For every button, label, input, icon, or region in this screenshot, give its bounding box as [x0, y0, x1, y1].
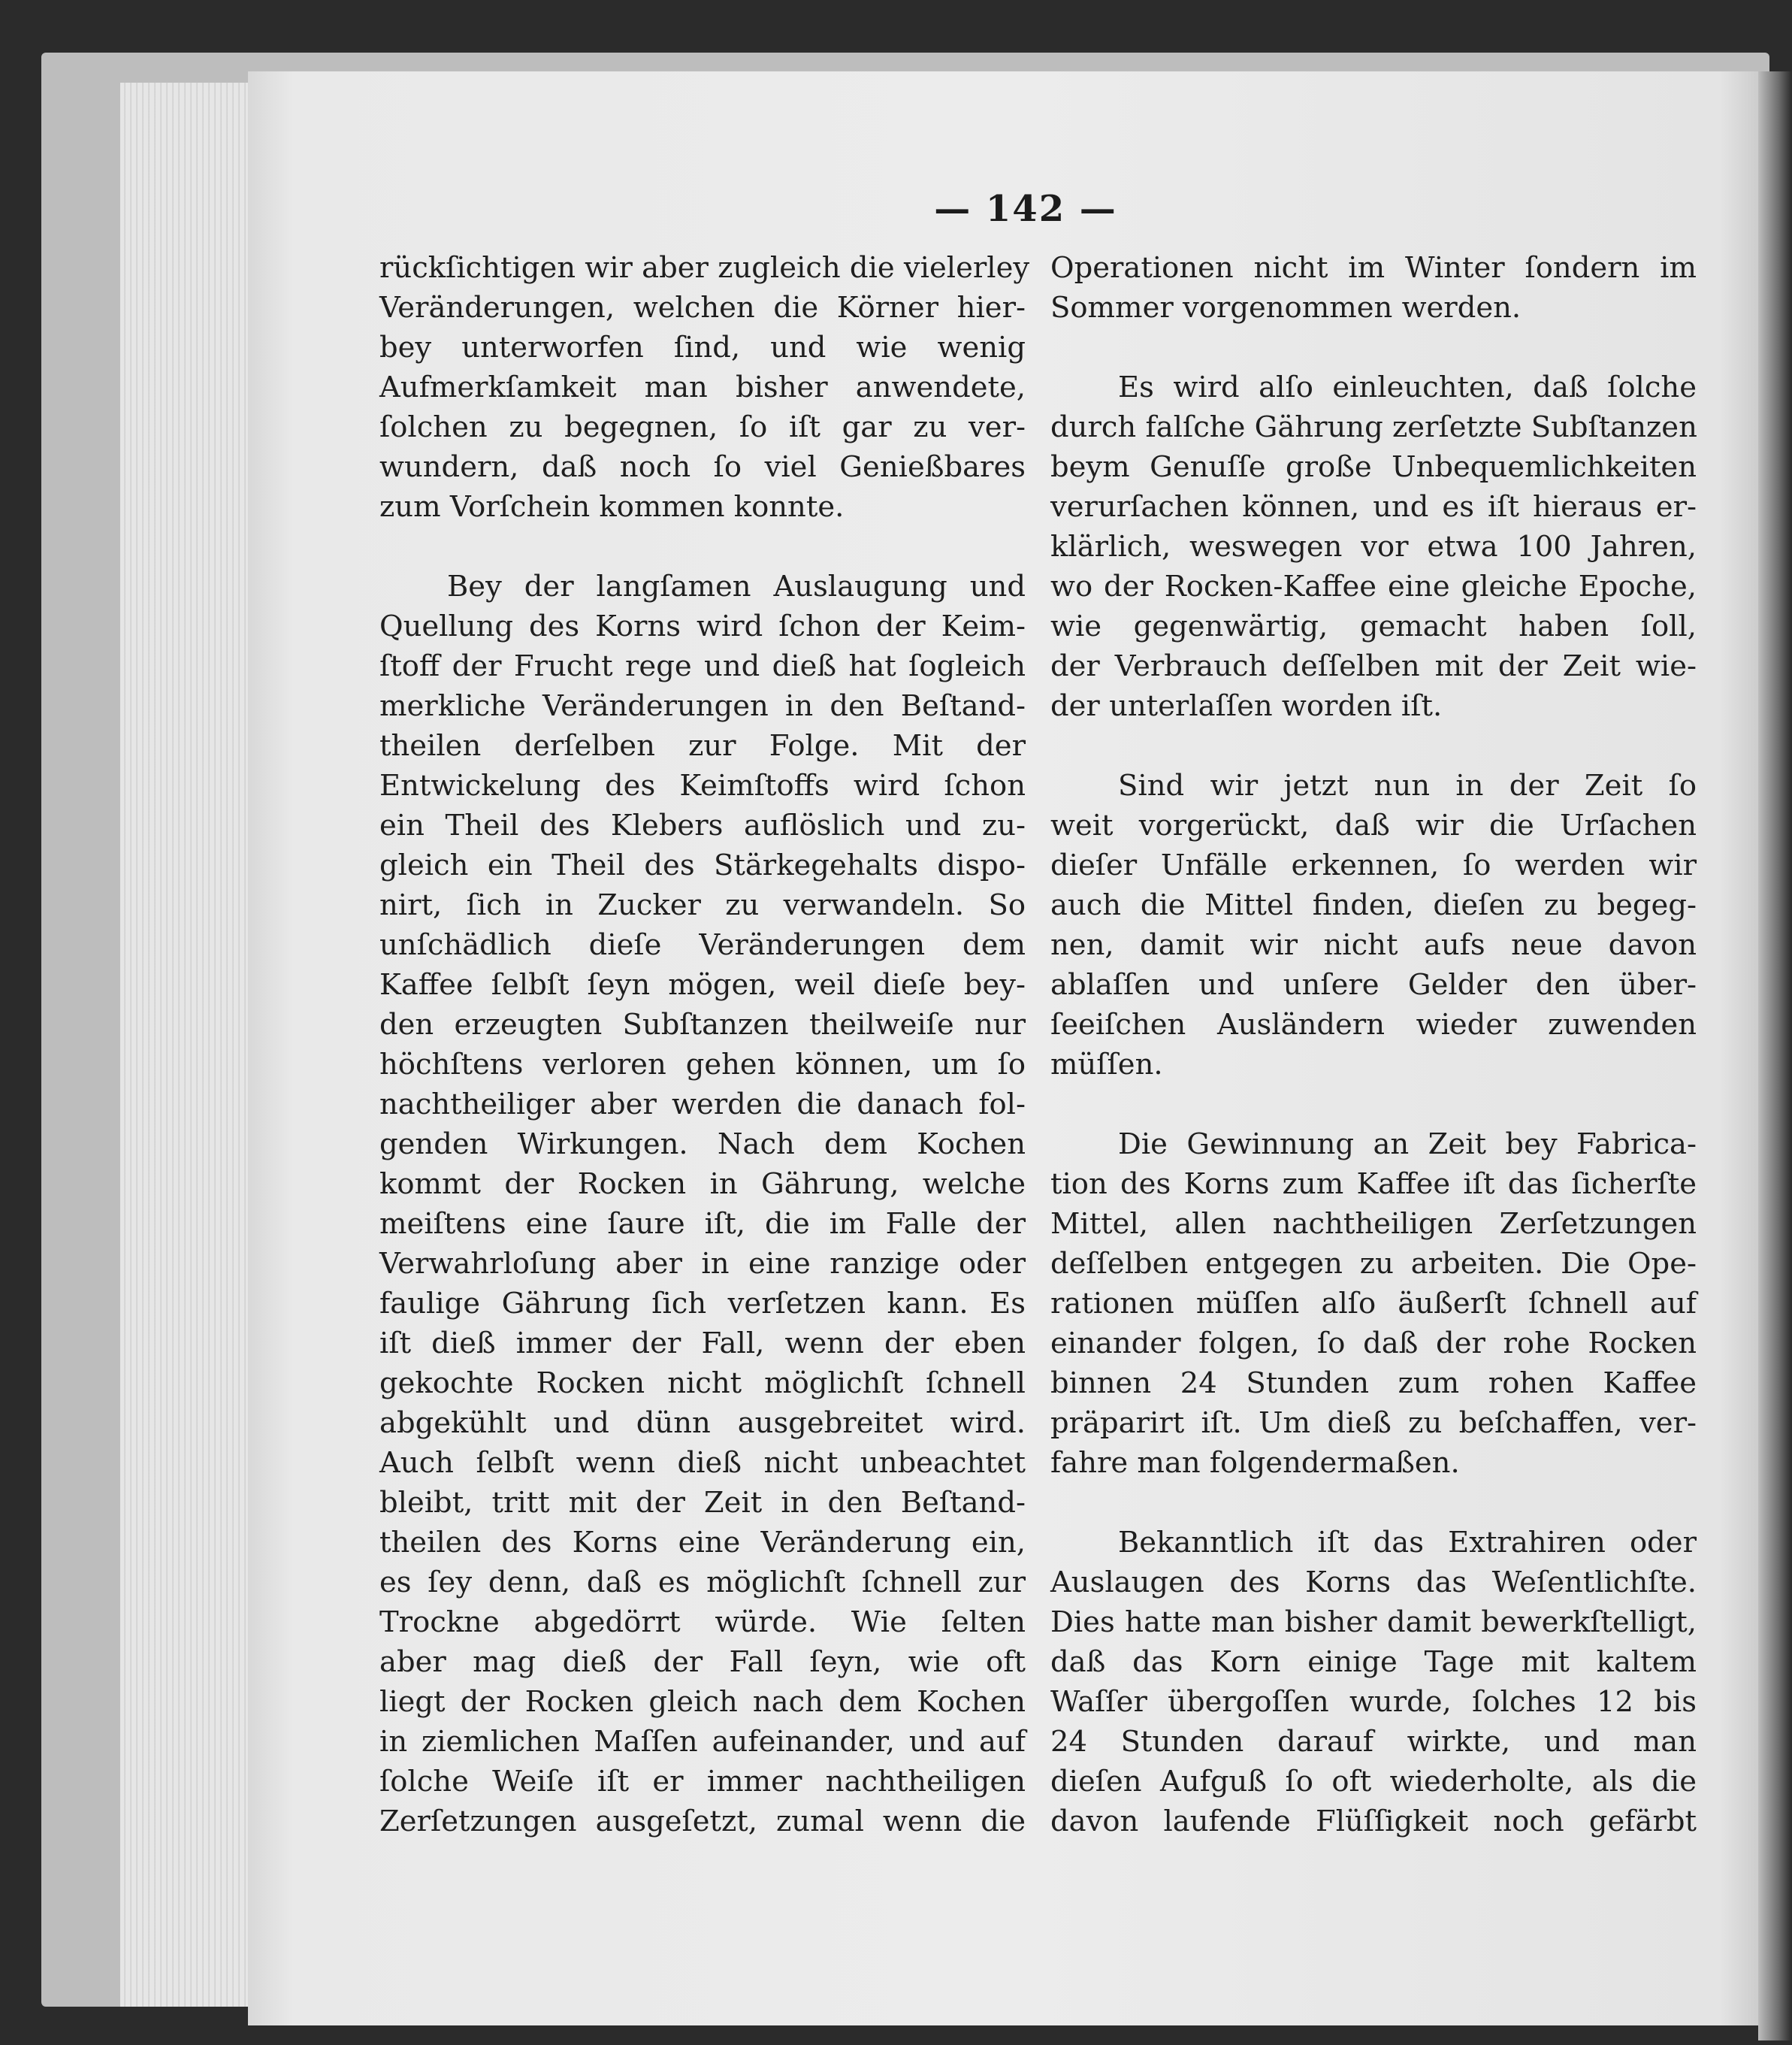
text-line: aber mag dieß der Fall ſeyn, wie oft [379, 1645, 1026, 1679]
text-line: verurſachen können, und es iſt hieraus er- [1050, 490, 1697, 524]
text-line: genden Wirkungen. Nach dem Kochen [379, 1127, 1026, 1161]
text-line: Kaffee ſelbſt ſeyn mögen, weil dieſe bey- [379, 968, 1026, 1002]
text-line: ablaſſen und unſere Gelder den über- [1050, 968, 1697, 1002]
text-line: weit vorgerückt, daß wir die Urſachen [1050, 809, 1697, 843]
text-line: ſolche Weiſe iſt er immer nachtheiligen [379, 1765, 1026, 1798]
text-line: einander folgen, ſo daß der rohe Rocken [1050, 1327, 1697, 1360]
text-line: Operationen nicht im Winter ſondern im [1050, 251, 1697, 285]
text-line: gleich ein Theil des Stärkegehalts dispo- [379, 849, 1026, 882]
text-line: es ſey denn, daß es möglichſt ſchnell zur [379, 1566, 1026, 1599]
paragraph-gap [1050, 328, 1697, 368]
text-line: iſt dieß immer der Fall, wenn der eben [379, 1327, 1026, 1360]
text-line: höchſtens verloren gehen können, um ſo [379, 1048, 1026, 1081]
right-text-column [1050, 248, 1697, 1841]
text-line: ſtoff der Frucht rege und dieß hat ſogleich [379, 649, 1026, 683]
text-line: wo der Rocken-Kaffee eine gleiche Epoche, [1050, 570, 1697, 604]
text-line: rückſichtigen wir aber zugleich die vielerley [379, 251, 1030, 285]
text-line: Mittel, allen nachtheiligen Zerſetzungen [1050, 1207, 1697, 1241]
text-line: theilen des Korns eine Veränderung ein, [379, 1526, 1026, 1559]
text-line: gekochte Rocken nicht möglichſt ſchnell [379, 1366, 1026, 1400]
left-text-column [379, 248, 1030, 1841]
text-line: Waſſer übergoſſen wurde, ſolches 12 bis [1050, 1685, 1697, 1719]
text-line: merkliche Veränderungen in den Beſtand- [379, 689, 1026, 723]
paragraph-gap [1050, 1483, 1697, 1523]
text-line: wie gegenwärtig, gemacht haben ſoll, [1050, 610, 1697, 643]
text-line: bleibt, tritt mit der Zeit in den Beſtand- [379, 1486, 1026, 1520]
text-line: binnen 24 Stunden zum rohen Kaffee [1050, 1366, 1697, 1400]
text-line: Bekanntlich iſt das Extrahiren oder [1118, 1526, 1697, 1559]
text-line: rationen müſſen alſo äußerſt ſchnell auf [1050, 1287, 1697, 1320]
text-line: deſſelben entgegen zu arbeiten. Die Ope- [1050, 1247, 1697, 1281]
text-line: nachtheiliger aber werden die danach fol- [379, 1088, 1026, 1121]
text-line: nirt, ſich in Zucker zu verwandeln. So [379, 888, 1026, 922]
text-line: müſſen. [1050, 1048, 1163, 1081]
page-number: — 142 — [934, 188, 1117, 230]
text-line: davon laufende Flüſſigkeit noch gefärbt [1050, 1805, 1697, 1838]
text-line: zum Vorſchein kommen konnte. [379, 490, 845, 524]
text-line: Sommer vorgenommen werden. [1050, 291, 1522, 325]
text-line: unſchädlich dieſe Veränderungen dem [379, 928, 1026, 962]
text-line: ſolchen zu begegnen, ſo iſt gar zu ver- [379, 410, 1026, 444]
paragraph-gap [1050, 1085, 1697, 1124]
text-line: in ziemlichen Maſſen aufeinander, und auf [379, 1725, 1026, 1759]
text-line: Es wird alſo einleuchten, daß ſolche [1118, 371, 1697, 404]
text-line: Quellung des Korns wird ſchon der Keim- [379, 610, 1026, 643]
text-line: präparirt iſt. Um dieß zu beſchaffen, ver- [1050, 1406, 1697, 1440]
text-line: dieſen Aufguß ſo oft wiederholte, als die [1050, 1765, 1697, 1798]
text-line: der unterlaſſen worden iſt. [1050, 689, 1443, 723]
text-line: den erzeugten Subſtanzen theilweiſe nur [379, 1008, 1026, 1042]
text-line: Entwickelung des Keimſtoffs wird ſchon [379, 769, 1026, 803]
text-line: dieſer Unfälle erkennen, ſo werden wir [1050, 849, 1697, 882]
text-line: Veränderungen, welchen die Körner hier- [379, 291, 1026, 325]
text-line: Bey der langſamen Auslaugung und [447, 570, 1026, 604]
text-line: 24 Stunden darauf wirkte, und man [1050, 1725, 1697, 1759]
text-line: liegt der Rocken gleich nach dem Kochen [379, 1685, 1026, 1719]
text-line: faulige Gährung ſich verſetzen kann. Es [379, 1287, 1026, 1320]
text-line: auch die Mittel finden, dieſen zu begeg- [1050, 888, 1697, 922]
page-edges [120, 83, 263, 2007]
text-line: Zerſetzungen ausgeſetzt, zumal wenn die [379, 1805, 1026, 1838]
text-line: durch falſche Gährung zerſetzte Subſtanzen [1050, 410, 1697, 444]
text-line: Trockne abgedörrt würde. Wie ſelten [379, 1605, 1026, 1639]
text-line: Die Gewinnung an Zeit bey Fabrica- [1118, 1127, 1697, 1161]
text-line: Aufmerkſamkeit man bisher anwendete, [379, 371, 1026, 404]
text-line: daß das Korn einige Tage mit kaltem [1050, 1645, 1697, 1679]
book-gutter-shadow [1758, 71, 1792, 2040]
paragraph-gap [1050, 726, 1697, 766]
text-line: wundern, daß noch ſo viel Genießbares [379, 450, 1026, 484]
text-line: Auch ſelbſt wenn dieß nicht unbeachtet [379, 1446, 1026, 1480]
text-line: bey unterworfen ſind, und wie wenig [379, 331, 1026, 365]
text-line: beym Genuſſe große Unbequemlichkeiten [1050, 450, 1697, 484]
text-line: Dies hatte man bisher damit bewerkſtelligt, [1050, 1605, 1697, 1639]
text-line: abgekühlt und dünn ausgebreitet wird. [379, 1406, 1026, 1440]
text-line: ein Theil des Klebers auflöslich und zu- [379, 809, 1026, 843]
text-line: fahre man folgendermaßen. [1050, 1446, 1460, 1480]
text-line: klärlich, weswegen vor etwa 100 Jahren, [1050, 530, 1697, 564]
text-line: Verwahrloſung aber in eine ranzige oder [379, 1247, 1026, 1281]
text-line: Sind wir jetzt nun in der Zeit ſo [1118, 769, 1697, 803]
paragraph-gap [379, 527, 1026, 567]
text-line: kommt der Rocken in Gährung, welche [379, 1167, 1026, 1201]
text-line: Auslaugen des Korns das Weſentlichſte. [1050, 1566, 1697, 1599]
text-line: meiſtens eine ſaure iſt, die im Falle der [379, 1207, 1026, 1241]
text-line: ſeeiſchen Ausländern wieder zuwenden [1050, 1008, 1697, 1042]
text-line: der Verbrauch deſſelben mit der Zeit wie- [1050, 649, 1697, 683]
text-line: nen, damit wir nicht aufs neue davon [1050, 928, 1697, 962]
text-line: tion des Korns zum Kaffee iſt das ſicherſte [1050, 1167, 1697, 1201]
text-line: theilen derſelben zur Folge. Mit der [379, 729, 1026, 763]
